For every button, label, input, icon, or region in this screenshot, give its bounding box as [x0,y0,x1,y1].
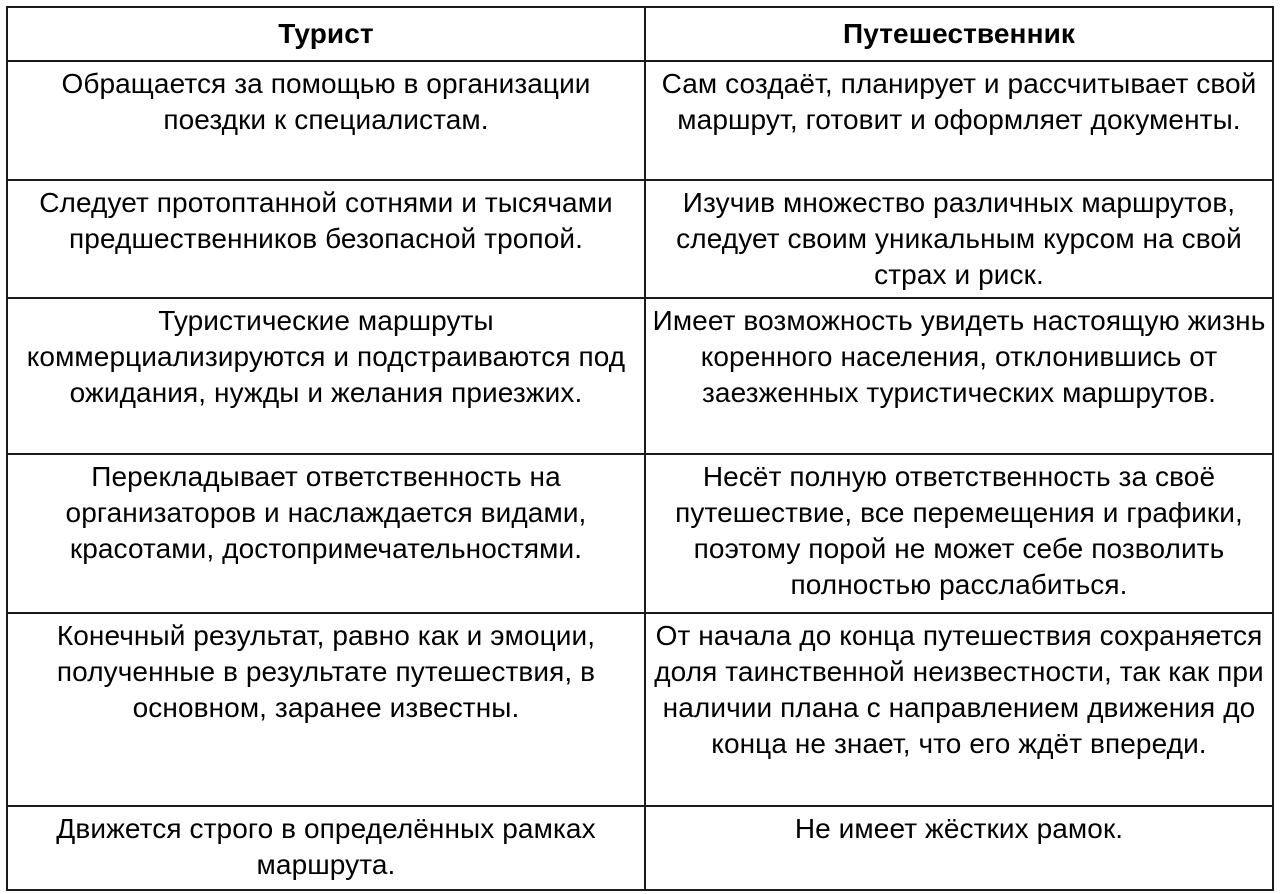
header-traveler: Путешественник [645,7,1273,61]
tourist-cell: Обращается за помощью в организации поездки к специалистам. [7,61,645,180]
traveler-cell: От начала до конца путешествия сохраняется доля таинственной неизвестности, так как при наличии плана с направлением движения до конца не знает, что его ждёт впереди. [645,613,1273,806]
tourist-cell: Следует протоптанной сотнями и тысячами предшественников безопасной тропой. [7,180,645,298]
traveler-cell: Сам создаёт, планирует и рассчитывает свой маршрут, готовит и оформляет документы. [645,61,1273,180]
tourist-cell: Движется строго в определённых рамках маршрута. [7,806,645,890]
traveler-cell: Имеет возможность увидеть настоящую жизнь коренного населения, отклонившись от заезженных туристических маршрутов. [645,298,1273,454]
tourist-cell: Конечный результат, равно как и эмоции, полученные в результате путешествия, в основном, заранее известны. [7,613,645,806]
table-row [7,454,1273,613]
table-row [7,298,1273,454]
tourist-cell: Туристические маршруты коммерциализируются и подстраиваются под ожидания, нужды и желания приезжих. [7,298,645,454]
tourist-vs-traveler-table [6,6,1274,891]
table-row [7,806,1273,890]
table-row [7,180,1273,298]
header-row [7,7,1273,61]
table-row [7,613,1273,806]
table-row [7,61,1273,180]
header-tourist: Турист [7,7,645,61]
tourist-cell: Перекладывает ответственность на организаторов и наслаждается видами, красотами, достопримечательностями. [7,454,645,613]
comparison-sheet [6,6,1272,888]
traveler-cell: Несёт полную ответственность за своё путешествие, все перемещения и графики, поэтому порой не может себе позволить полностью расслабиться. [645,454,1273,613]
traveler-cell: Изучив множество различных маршрутов, следует своим уникальным курсом на свой страх и риск. [645,180,1273,298]
traveler-cell: Не имеет жёстких рамок. [645,806,1273,890]
